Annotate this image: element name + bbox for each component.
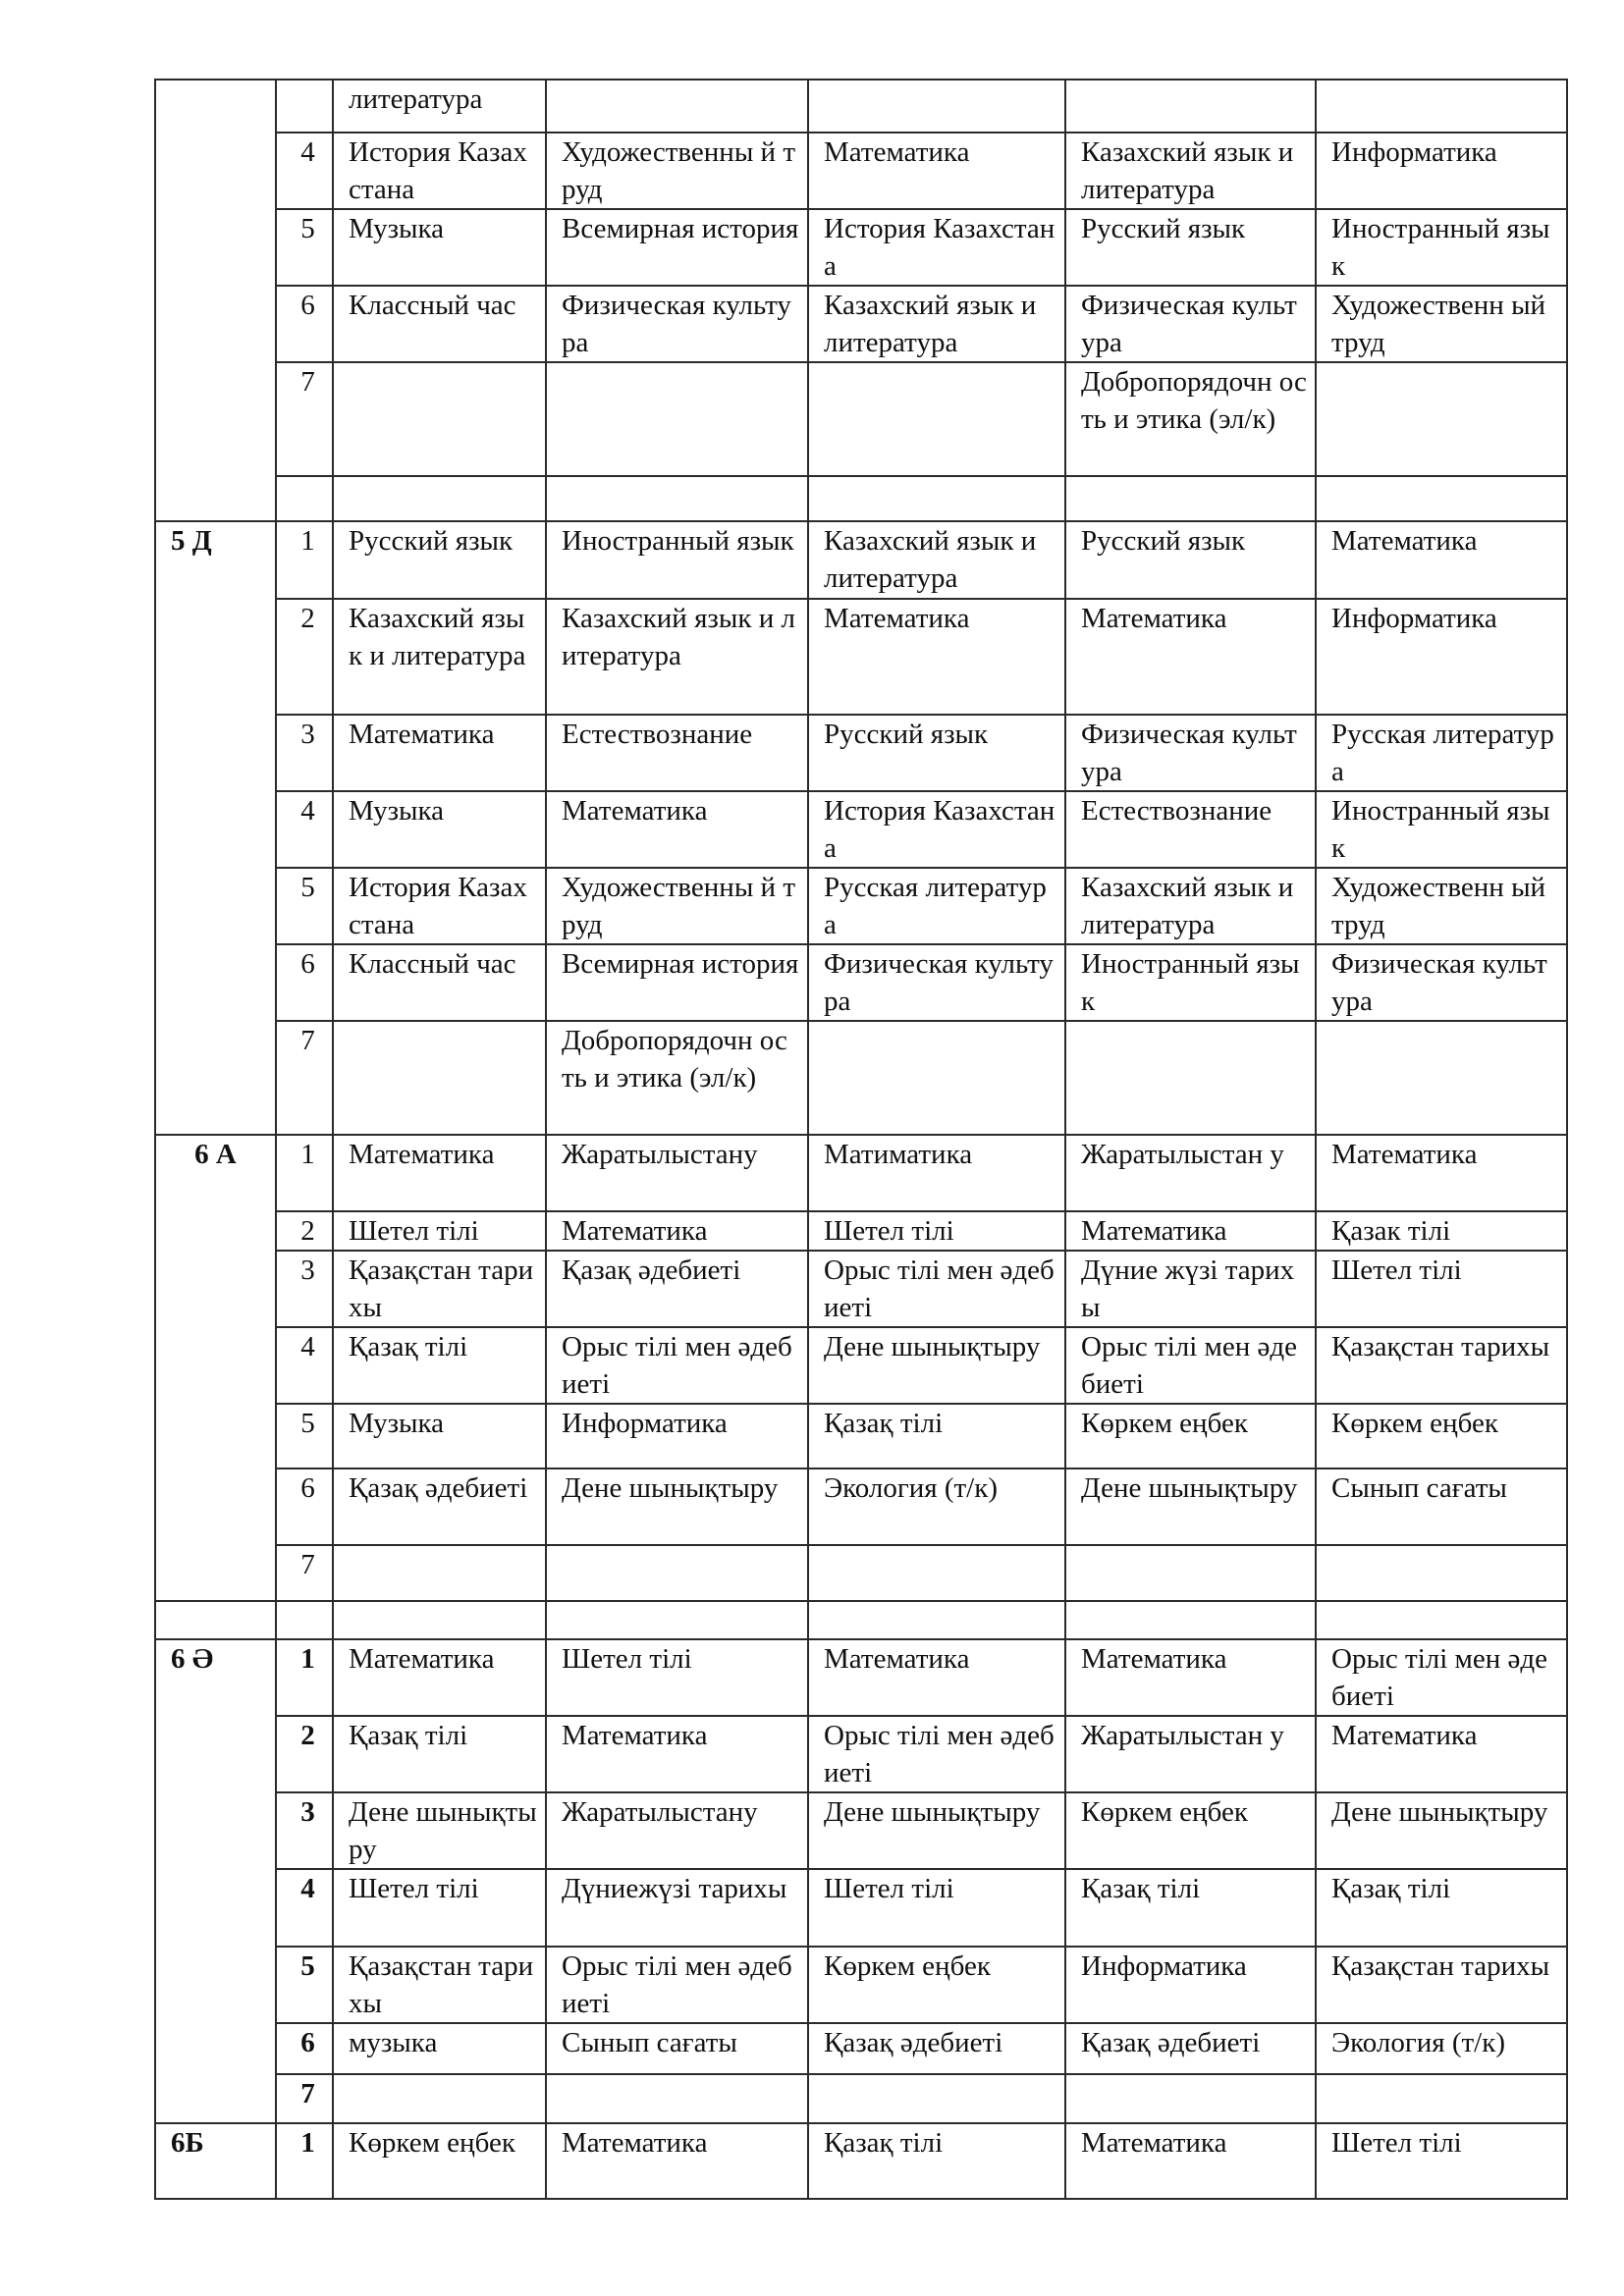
- subject-cell: Көркем еңбек: [808, 1947, 1065, 2023]
- lesson-number: 7: [276, 1021, 333, 1135]
- subject-cell: [1316, 2074, 1567, 2123]
- subject-cell: [808, 362, 1065, 476]
- subject-cell: [333, 476, 546, 521]
- timetable-row: [155, 1404, 1567, 1468]
- timetable-row: [155, 286, 1567, 362]
- timetable-page: [154, 79, 1568, 2200]
- subject-cell: Экология (т/к): [1316, 2023, 1567, 2074]
- timetable-row: [155, 1468, 1567, 1545]
- subject-cell: Орыс тілі мен әдебиеті: [546, 1327, 808, 1404]
- lesson-number: 1: [276, 2123, 333, 2199]
- class-label: [155, 80, 276, 521]
- lesson-number: 4: [276, 1869, 333, 1947]
- subject-cell: Иностранный язык: [546, 521, 808, 599]
- subject-cell: Шетел тілі: [1316, 1251, 1567, 1327]
- subject-cell: Классный час: [333, 286, 546, 362]
- timetable-row: [155, 1601, 1567, 1639]
- subject-cell: Художественн ый труд: [1316, 286, 1567, 362]
- subject-cell: [1065, 1601, 1316, 1639]
- subject-cell: Музыка: [333, 1404, 546, 1468]
- subject-cell: [333, 1601, 546, 1639]
- subject-cell: Дене шынықтыру: [333, 1792, 546, 1869]
- subject-cell: Дене шынықтыру: [1065, 1468, 1316, 1545]
- subject-cell: Орыс тілі мен әдебиеті: [1316, 1639, 1567, 1716]
- subject-cell: Жаратылыстану: [546, 1792, 808, 1869]
- subject-cell: Шетел тілі: [546, 1639, 808, 1716]
- lesson-number: 4: [276, 133, 333, 209]
- subject-cell: Физическая культура: [808, 944, 1065, 1021]
- lesson-number: 1: [276, 1639, 333, 1716]
- timetable-row: [155, 1135, 1567, 1211]
- timetable-row: [155, 521, 1567, 599]
- subject-cell: [546, 476, 808, 521]
- timetable-row: [155, 362, 1567, 476]
- lesson-number: [276, 476, 333, 521]
- subject-cell: Физическая культура: [546, 286, 808, 362]
- lesson-number: 6: [276, 286, 333, 362]
- subject-cell: Қазақстан тарихы: [1316, 1947, 1567, 2023]
- timetable-row: [155, 868, 1567, 944]
- subject-cell: Художественн ый труд: [1316, 868, 1567, 944]
- timetable-row: [155, 715, 1567, 791]
- subject-cell: Музыка: [333, 209, 546, 286]
- lesson-number: 3: [276, 1792, 333, 1869]
- subject-cell: [546, 362, 808, 476]
- subject-cell: Математика: [1065, 599, 1316, 715]
- subject-cell: Математика: [1316, 1716, 1567, 1792]
- lesson-number: 4: [276, 1327, 333, 1404]
- subject-cell: Матиматика: [808, 1135, 1065, 1211]
- subject-cell: Русский язык: [808, 715, 1065, 791]
- subject-cell: Қазақстан тарихы: [333, 1251, 546, 1327]
- subject-cell: Қазақстан тарихы: [333, 1947, 546, 2023]
- timetable-body: [155, 80, 1567, 2199]
- subject-cell: [1065, 1545, 1316, 1601]
- lesson-number: 5: [276, 868, 333, 944]
- timetable-row: [155, 1211, 1567, 1251]
- subject-cell: Қазақ тілі: [808, 2123, 1065, 2199]
- timetable-row: [155, 1792, 1567, 1869]
- subject-cell: Казахский язык и литература: [546, 599, 808, 715]
- subject-cell: [1316, 476, 1567, 521]
- subject-cell: [808, 80, 1065, 133]
- timetable-row: [155, 209, 1567, 286]
- subject-cell: Математика: [333, 1135, 546, 1211]
- subject-cell: [333, 1545, 546, 1601]
- subject-cell: Физическая культура: [1065, 715, 1316, 791]
- lesson-number: 6: [276, 2023, 333, 2074]
- subject-cell: [1065, 80, 1316, 133]
- lesson-number: 1: [276, 1135, 333, 1211]
- subject-cell: Русский язык: [333, 521, 546, 599]
- subject-cell: Казахский язык и литература: [1065, 133, 1316, 209]
- subject-cell: Всемирная история: [546, 209, 808, 286]
- subject-cell: Классный час: [333, 944, 546, 1021]
- subject-cell: Информатика: [1065, 1947, 1316, 2023]
- subject-cell: Информатика: [1316, 133, 1567, 209]
- lesson-number: 7: [276, 1545, 333, 1601]
- subject-cell: Математика: [808, 133, 1065, 209]
- subject-cell: Орыс тілі мен әдебиеті: [808, 1251, 1065, 1327]
- subject-cell: [808, 476, 1065, 521]
- lesson-number: 5: [276, 1947, 333, 2023]
- subject-cell: [1065, 2074, 1316, 2123]
- subject-cell: Шетел тілі: [808, 1211, 1065, 1251]
- subject-cell: Иностранный язык: [1065, 944, 1316, 1021]
- timetable-row: [155, 1869, 1567, 1947]
- timetable-row: [155, 599, 1567, 715]
- subject-cell: Добропорядочн ость и этика (эл/к): [546, 1021, 808, 1135]
- subject-cell: Жаратылыстану: [546, 1135, 808, 1211]
- subject-cell: Физическая культура: [1065, 286, 1316, 362]
- lesson-number: 1: [276, 521, 333, 599]
- lesson-number: [276, 80, 333, 133]
- subject-cell: Иностранный язык: [1316, 209, 1567, 286]
- subject-cell: Информатика: [1316, 599, 1567, 715]
- subject-cell: Қазак тілі: [1316, 1211, 1567, 1251]
- subject-cell: Математика: [1065, 1211, 1316, 1251]
- subject-cell: Жаратылыстан у: [1065, 1716, 1316, 1792]
- lesson-number: 7: [276, 2074, 333, 2123]
- lesson-number: 7: [276, 362, 333, 476]
- subject-cell: Қазақ әдебиеті: [808, 2023, 1065, 2074]
- subject-cell: Қазақ тілі: [808, 1404, 1065, 1468]
- subject-cell: Шетел тілі: [808, 1869, 1065, 1947]
- timetable: [154, 79, 1568, 2200]
- subject-cell: [546, 2074, 808, 2123]
- subject-cell: Математика: [546, 791, 808, 868]
- subject-cell: История Казахстана: [333, 868, 546, 944]
- timetable-row: [155, 1021, 1567, 1135]
- lesson-number: 3: [276, 715, 333, 791]
- timetable-row: [155, 2123, 1567, 2199]
- subject-cell: [1316, 80, 1567, 133]
- subject-cell: Русский язык: [1065, 521, 1316, 599]
- subject-cell: Қазақ тілі: [333, 1327, 546, 1404]
- subject-cell: Русский язык: [1065, 209, 1316, 286]
- class-label: [155, 1601, 276, 1639]
- subject-cell: Қазақ тілі: [1065, 1869, 1316, 1947]
- subject-cell: [808, 1601, 1065, 1639]
- lesson-number: 4: [276, 791, 333, 868]
- subject-cell: Художественны й труд: [546, 133, 808, 209]
- subject-cell: Сынып сағаты: [1316, 1468, 1567, 1545]
- timetable-row: [155, 1327, 1567, 1404]
- timetable-row: [155, 944, 1567, 1021]
- subject-cell: Көркем еңбек: [1065, 1404, 1316, 1468]
- subject-cell: музыка: [333, 2023, 546, 2074]
- lesson-number: 6: [276, 944, 333, 1021]
- subject-cell: Дене шынықтыру: [808, 1327, 1065, 1404]
- subject-cell: Естествознание: [1065, 791, 1316, 868]
- subject-cell: Шетел тілі: [1316, 2123, 1567, 2199]
- subject-cell: Математика: [1316, 521, 1567, 599]
- lesson-number: 5: [276, 1404, 333, 1468]
- subject-cell: Дүние жүзі тарихы: [1065, 1251, 1316, 1327]
- subject-cell: Русская литература: [808, 868, 1065, 944]
- subject-cell: литература: [333, 80, 546, 133]
- subject-cell: Дене шынықтыру: [546, 1468, 808, 1545]
- subject-cell: Казахский язык и литература: [808, 521, 1065, 599]
- subject-cell: Казахский язык и литература: [333, 599, 546, 715]
- subject-cell: Дене шынықтыру: [808, 1792, 1065, 1869]
- subject-cell: Русская литература: [1316, 715, 1567, 791]
- subject-cell: [333, 2074, 546, 2123]
- subject-cell: [1316, 1021, 1567, 1135]
- subject-cell: Шетел тілі: [333, 1869, 546, 1947]
- subject-cell: [1316, 362, 1567, 476]
- subject-cell: Қазақ тілі: [333, 1716, 546, 1792]
- lesson-number: 6: [276, 1468, 333, 1545]
- subject-cell: Математика: [546, 1716, 808, 1792]
- subject-cell: Математика: [1065, 2123, 1316, 2199]
- lesson-number: 5: [276, 209, 333, 286]
- lesson-number: 2: [276, 1716, 333, 1792]
- subject-cell: Математика: [333, 715, 546, 791]
- timetable-row: [155, 1639, 1567, 1716]
- subject-cell: Қазақ әдебиеті: [333, 1468, 546, 1545]
- subject-cell: [1316, 1601, 1567, 1639]
- subject-cell: Физическая культура: [1316, 944, 1567, 1021]
- class-label: 6 А: [155, 1135, 276, 1601]
- subject-cell: [546, 80, 808, 133]
- subject-cell: Иностранный язык: [1316, 791, 1567, 868]
- subject-cell: Казахский язык и литература: [1065, 868, 1316, 944]
- timetable-row: [155, 1716, 1567, 1792]
- timetable-row: [155, 1947, 1567, 2023]
- subject-cell: Экология (т/к): [808, 1468, 1065, 1545]
- subject-cell: [333, 362, 546, 476]
- subject-cell: Қазақстан тарихы: [1316, 1327, 1567, 1404]
- subject-cell: Орыс тілі мен әдебиеті: [808, 1716, 1065, 1792]
- subject-cell: Математика: [808, 599, 1065, 715]
- subject-cell: История Казахстана: [333, 133, 546, 209]
- subject-cell: Художественны й труд: [546, 868, 808, 944]
- subject-cell: [808, 1545, 1065, 1601]
- timetable-row: [155, 2023, 1567, 2074]
- subject-cell: [333, 1021, 546, 1135]
- subject-cell: Добропорядочн ость и этика (эл/к): [1065, 362, 1316, 476]
- timetable-row: [155, 1545, 1567, 1601]
- lesson-number: [276, 1601, 333, 1639]
- subject-cell: Шетел тілі: [333, 1211, 546, 1251]
- class-label: 6 Ә: [155, 1639, 276, 2123]
- subject-cell: Көркем еңбек: [333, 2123, 546, 2199]
- subject-cell: Қазақ тілі: [1316, 1869, 1567, 1947]
- subject-cell: Естествознание: [546, 715, 808, 791]
- subject-cell: Казахский язык и литература: [808, 286, 1065, 362]
- subject-cell: [546, 1601, 808, 1639]
- subject-cell: [546, 1545, 808, 1601]
- timetable-row: [155, 2074, 1567, 2123]
- subject-cell: [808, 1021, 1065, 1135]
- subject-cell: Дене шынықтыру: [1316, 1792, 1567, 1869]
- subject-cell: Всемирная история: [546, 944, 808, 1021]
- subject-cell: Математика: [546, 2123, 808, 2199]
- subject-cell: Көркем еңбек: [1316, 1404, 1567, 1468]
- subject-cell: Дүниежүзі тарихы: [546, 1869, 808, 1947]
- subject-cell: Жаратылыстан у: [1065, 1135, 1316, 1211]
- subject-cell: Математика: [1316, 1135, 1567, 1211]
- timetable-row: [155, 133, 1567, 209]
- timetable-row: [155, 1251, 1567, 1327]
- lesson-number: 2: [276, 599, 333, 715]
- subject-cell: Математика: [333, 1639, 546, 1716]
- subject-cell: Көркем еңбек: [1065, 1792, 1316, 1869]
- subject-cell: [1065, 476, 1316, 521]
- subject-cell: Математика: [546, 1211, 808, 1251]
- subject-cell: Сынып сағаты: [546, 2023, 808, 2074]
- subject-cell: Музыка: [333, 791, 546, 868]
- subject-cell: Информатика: [546, 1404, 808, 1468]
- lesson-number: 3: [276, 1251, 333, 1327]
- timetable-row: [155, 476, 1567, 521]
- timetable-row: [155, 791, 1567, 868]
- class-label: 6Б: [155, 2123, 276, 2199]
- subject-cell: История Казахстана: [808, 791, 1065, 868]
- lesson-number: 2: [276, 1211, 333, 1251]
- subject-cell: История Казахстана: [808, 209, 1065, 286]
- subject-cell: Математика: [1065, 1639, 1316, 1716]
- subject-cell: [808, 2074, 1065, 2123]
- subject-cell: Орыс тілі мен әдебиеті: [1065, 1327, 1316, 1404]
- subject-cell: [1065, 1021, 1316, 1135]
- subject-cell: Қазақ әдебиеті: [1065, 2023, 1316, 2074]
- class-label: 5 Д: [155, 521, 276, 1135]
- subject-cell: Математика: [808, 1639, 1065, 1716]
- subject-cell: [1316, 1545, 1567, 1601]
- timetable-row: [155, 80, 1567, 133]
- subject-cell: Орыс тілі мен әдебиеті: [546, 1947, 808, 2023]
- subject-cell: Қазақ әдебиеті: [546, 1251, 808, 1327]
